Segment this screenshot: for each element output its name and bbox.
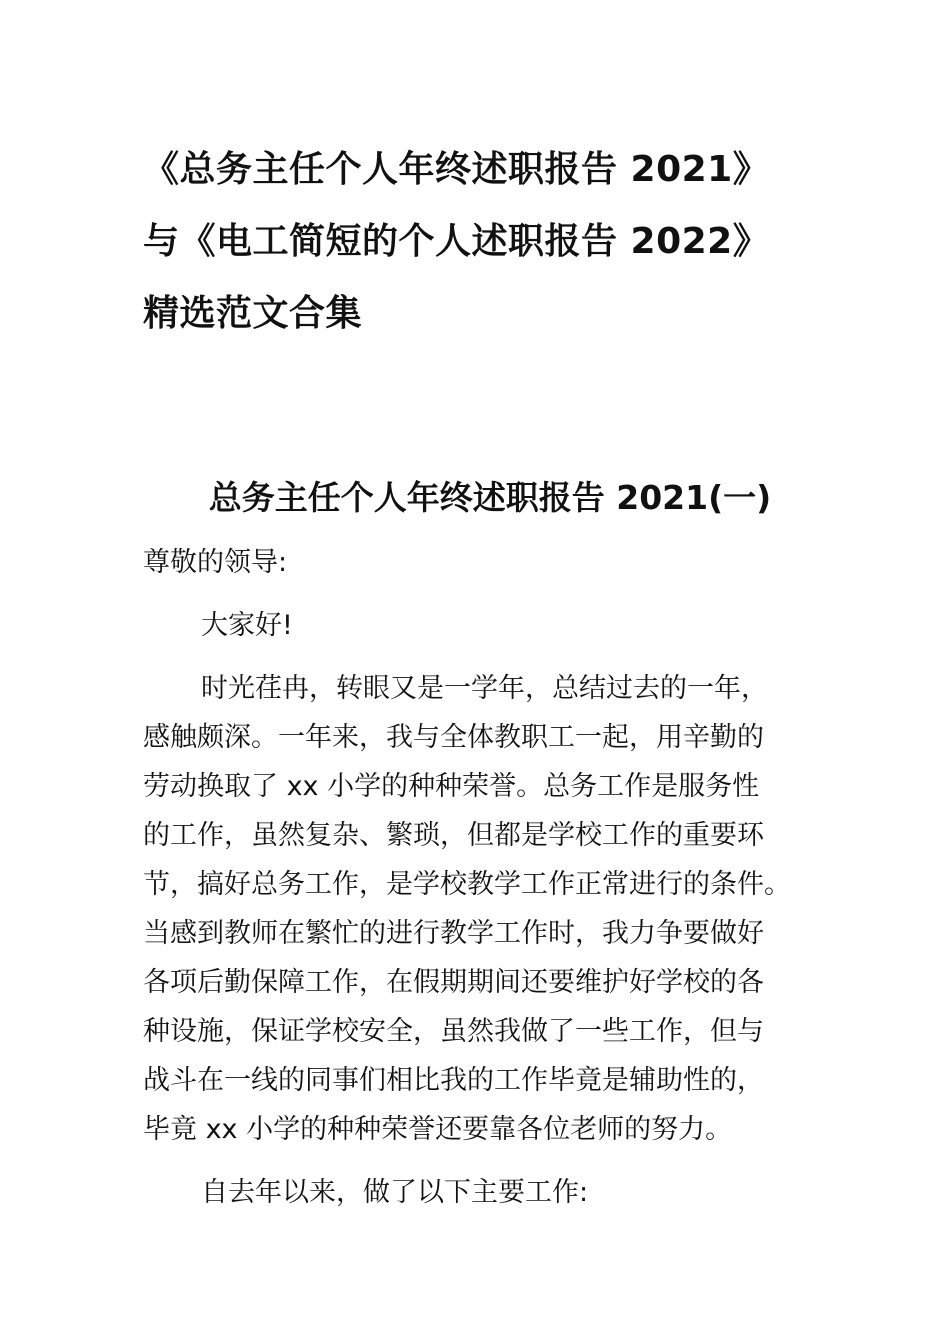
paragraph-1-line: 种设施，保证学校安全，虽然我做了一些工作，但与 (143, 1016, 764, 1047)
paragraph-1-line: 时光荏冉，转眼又是一学年，总结过去的一年， (201, 673, 768, 704)
title-line-1: 《总务主任个人年终述职报告 2021》 (143, 149, 770, 190)
document-title (143, 134, 843, 350)
paragraph-1-line: 毕竟 xx 小学的种种荣誉还要靠各位老师的努力。 (143, 1114, 733, 1145)
paragraph-1-line: 的工作，虽然复杂、繁琐，但都是学校工作的重要环 (143, 820, 764, 851)
paragraph-1 (143, 664, 823, 1154)
paragraph-1-line: 节，搞好总务工作，是学校教学工作正常进行的条件。 (143, 869, 791, 900)
greeting: 大家好! (201, 610, 293, 641)
paragraph-1-line: 当感到教师在繁忙的进行教学工作时，我力争要做好 (143, 918, 764, 949)
body-text (143, 538, 823, 1217)
paragraph-2: 自去年以来，做了以下主要工作: (201, 1177, 589, 1208)
title-line-2: 与《电工简短的个人述职报告 2022》 (143, 221, 770, 262)
salutation: 尊敬的领导: (143, 547, 288, 578)
title-line-3: 精选范文合集 (143, 293, 363, 334)
section-heading: 总务主任个人年终述职报告 2021(一) (208, 478, 772, 517)
paragraph-1-line: 劳动换取了 xx 小学的种种荣誉。总务工作是服务性 (143, 771, 760, 802)
paragraph-1-line: 战斗在一线的同事们相比我的工作毕竟是辅助性的， (143, 1065, 764, 1096)
paragraph-1-line: 感触颇深。一年来，我与全体教职工一起，用辛勤的 (143, 722, 764, 753)
paragraph-1-line: 各项后勤保障工作，在假期期间还要维护好学校的各 (143, 967, 764, 998)
